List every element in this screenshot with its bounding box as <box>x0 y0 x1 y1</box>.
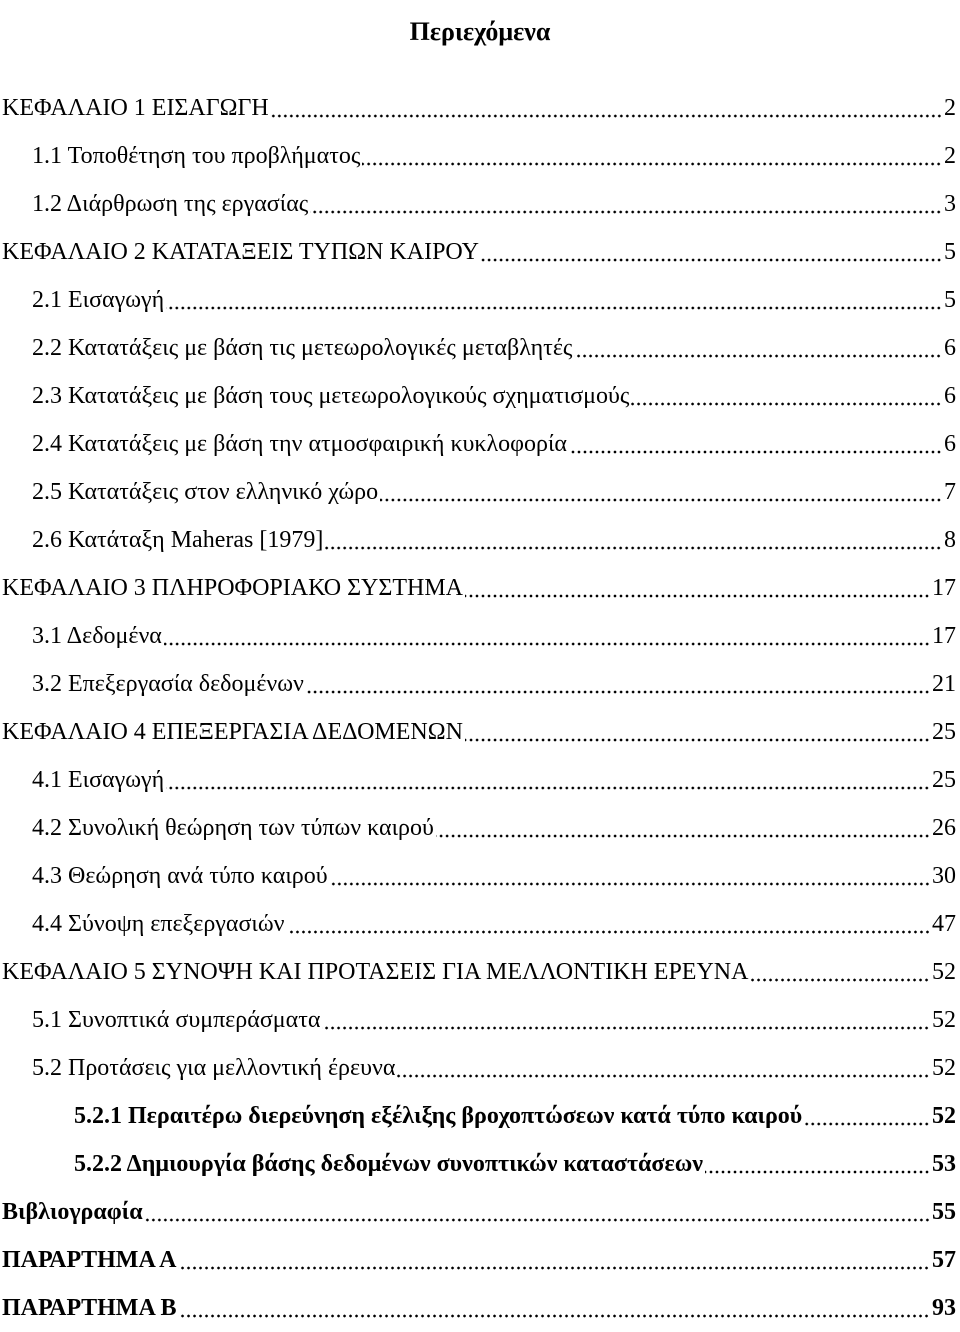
toc-entry[interactable] <box>0 612 960 660</box>
toc-entry[interactable] <box>0 660 960 708</box>
toc-entry[interactable] <box>0 852 960 900</box>
toc-leader-dots <box>164 642 930 646</box>
toc-leader-dots <box>166 786 930 790</box>
toc-leader-dots <box>325 546 942 550</box>
toc-entry-title[interactable]: ΚΕΦΑΛΑΙΟ 5 ΣΥΝΟΨΗ ΚΑΙ ΠΡΟΤΑΣΕΙΣ ΓΙΑ ΜΕΛΛΟΝΤΙΚΗ ΕΡΕΥΝΑ <box>2 958 749 985</box>
toc-entry-title[interactable]: 3.1 Δεδομένα <box>32 622 162 649</box>
toc-entry-page: 52 <box>932 1054 956 1081</box>
toc-entry-title[interactable]: 5.2 Προτάσεις για μελλοντική έρευνα <box>32 1054 396 1081</box>
toc-entry-title[interactable]: 2.4 Κατατάξεις με βάση την ατμοσφαιρική κυκλοφορία <box>32 430 568 457</box>
toc-leader-dots <box>166 306 942 310</box>
toc-entry-title[interactable]: Βιβλιογραφία <box>2 1198 143 1225</box>
toc-entry[interactable] <box>0 468 960 516</box>
toc-leader-dots <box>287 930 930 934</box>
toc-entry-title[interactable]: ΚΕΦΑΛΑΙΟ 1 ΕΙΣΑΓΩΓΗ <box>2 94 269 121</box>
toc-entry[interactable] <box>0 564 960 612</box>
toc-entry[interactable] <box>0 372 960 420</box>
toc-entry-page: 25 <box>932 766 956 793</box>
toc-entry-page: 5 <box>944 238 956 265</box>
toc-entry-title[interactable]: 4.2 Συνολική θεώρηση των τύπων καιρού <box>32 814 434 841</box>
toc-entry-page: 55 <box>932 1198 956 1225</box>
toc-entry[interactable] <box>0 1092 960 1140</box>
toc-entry-page: 57 <box>932 1246 956 1273</box>
toc-entry[interactable] <box>0 180 960 228</box>
toc-entry[interactable] <box>0 1188 960 1236</box>
toc-entry-title[interactable]: 2.1 Εισαγωγή <box>32 286 165 313</box>
toc-leader-dots <box>574 354 942 358</box>
toc-entry-page: 6 <box>944 430 956 457</box>
toc-entry-title[interactable]: 2.2 Κατατάξεις με βάση τις μετεωρολογικές μεταβλητές <box>32 334 573 361</box>
toc-entry-page: 7 <box>944 478 956 505</box>
toc-entry[interactable] <box>0 132 960 180</box>
toc-entry[interactable] <box>0 1044 960 1092</box>
toc-entry-page: 52 <box>932 1006 956 1033</box>
toc-entry[interactable] <box>0 516 960 564</box>
toc-entry[interactable] <box>0 1236 960 1284</box>
toc-leader-dots <box>465 738 930 742</box>
toc-entry[interactable] <box>0 1284 960 1332</box>
toc-entry-page: 47 <box>932 910 956 937</box>
toc-entry-page: 52 <box>932 1102 956 1129</box>
toc-entry[interactable] <box>0 948 960 996</box>
page-title: Περιεχόμενα <box>409 17 551 47</box>
toc-entry[interactable] <box>0 804 960 852</box>
toc-entry-title[interactable]: ΚΕΦΑΛΑΙΟ 3 ΠΛΗΡΟΦΟΡΙΑΚΟ ΣΥΣΤΗΜΑ <box>2 574 464 601</box>
toc-entry-page: 52 <box>932 958 956 985</box>
toc-entry[interactable] <box>0 276 960 324</box>
toc-entry-title[interactable]: 3.2 Επεξεργασία δεδομένων <box>32 670 304 697</box>
toc-entry-title[interactable]: ΠΑΡΑΡΤΗΜΑ Β <box>2 1294 177 1321</box>
toc-leader-dots <box>178 1266 930 1270</box>
toc-entry-page: 25 <box>932 718 956 745</box>
toc-leader-dots <box>569 450 942 454</box>
toc-entry[interactable] <box>0 708 960 756</box>
toc-leader-dots <box>362 162 942 166</box>
toc-leader-dots <box>145 1218 930 1222</box>
toc-entry-page: 93 <box>932 1294 956 1321</box>
toc-leader-dots <box>330 882 930 886</box>
toc-entry[interactable] <box>0 420 960 468</box>
toc-entry-title[interactable]: ΚΕΦΑΛΑΙΟ 4 ΕΠΕΞΕΡΓΑΣΙΑ ΔΕΔΟΜΕΝΩΝ <box>2 718 463 745</box>
toc-entry-title[interactable]: 4.1 Εισαγωγή <box>32 766 165 793</box>
toc-entry-title[interactable]: 4.4 Σύνοψη επεξεργασιών <box>32 910 285 937</box>
toc-entry-title[interactable]: 1.1 Τοποθέτηση του προβλήματος <box>32 142 361 169</box>
toc-entry-title[interactable]: 1.2 Διάρθρωση της εργασίας <box>32 190 309 217</box>
toc-entry-page: 30 <box>932 862 956 889</box>
toc-entry-page: 21 <box>932 670 956 697</box>
toc-entry-title[interactable]: 2.5 Κατατάξεις στον ελληνικό χώρο <box>32 478 379 505</box>
toc-leader-dots <box>804 1122 930 1126</box>
toc-entry-title[interactable]: 5.2.2 Δημιουργία βάσης δεδομένων συνοπτικών καταστάσεων <box>74 1150 703 1177</box>
toc-leader-dots <box>397 1074 930 1078</box>
toc-leader-dots <box>178 1314 930 1318</box>
toc-leader-dots <box>322 1026 930 1030</box>
toc-entry-page: 2 <box>944 94 956 121</box>
toc-entry-title[interactable]: ΚΕΦΑΛΑΙΟ 2 ΚΑΤΑΤΑΞΕΙΣ ΤΥΠΩΝ ΚΑΙΡΟΥ <box>2 238 479 265</box>
toc-entry-title[interactable]: 2.6 Κατάταξη Maheras [1979] <box>32 526 324 553</box>
toc-leader-dots <box>631 402 942 406</box>
toc-leader-dots <box>465 594 930 598</box>
toc-leader-dots <box>310 210 942 214</box>
toc-entry[interactable] <box>0 996 960 1044</box>
toc-leader-dots <box>271 114 942 118</box>
toc-leader-dots <box>436 834 930 838</box>
toc-leader-dots <box>481 258 942 262</box>
toc-entry-title[interactable]: 5.2.1 Περαιτέρω διερεύνηση εξέλιξης βροχοπτώσεων κατά τύπο καιρού <box>74 1102 803 1129</box>
toc-entry[interactable] <box>0 900 960 948</box>
toc-entry-page: 2 <box>944 142 956 169</box>
toc-leader-dots <box>306 690 930 694</box>
toc-entry[interactable] <box>0 84 960 132</box>
toc-leader-dots <box>705 1170 930 1174</box>
toc-entry-page: 53 <box>932 1150 956 1177</box>
toc-entry[interactable] <box>0 1140 960 1188</box>
toc-entry[interactable] <box>0 324 960 372</box>
toc-entry[interactable] <box>0 756 960 804</box>
toc-entry-page: 6 <box>944 382 956 409</box>
toc-entry-title[interactable]: ΠΑΡΑΡΤΗΜΑ Α <box>2 1246 177 1273</box>
toc-entry-page: 5 <box>944 286 956 313</box>
toc-entry[interactable] <box>0 228 960 276</box>
toc-entry-page: 26 <box>932 814 956 841</box>
toc-leader-dots <box>380 498 942 502</box>
toc-entry-page: 17 <box>932 622 956 649</box>
toc-entry-page: 6 <box>944 334 956 361</box>
toc-entry-page: 8 <box>944 526 956 553</box>
table-of-contents <box>0 84 960 1332</box>
toc-entry-title[interactable]: 4.3 Θεώρηση ανά τύπο καιρού <box>32 862 328 889</box>
toc-leader-dots <box>750 978 930 982</box>
toc-entry-title[interactable]: 5.1 Συνοπτικά συμπεράσματα <box>32 1006 321 1033</box>
toc-entry-page: 3 <box>944 190 956 217</box>
toc-entry-title[interactable]: 2.3 Κατατάξεις με βάση τους μετεωρολογικούς σχηματισμούς <box>32 382 630 409</box>
toc-entry-page: 17 <box>932 574 956 601</box>
